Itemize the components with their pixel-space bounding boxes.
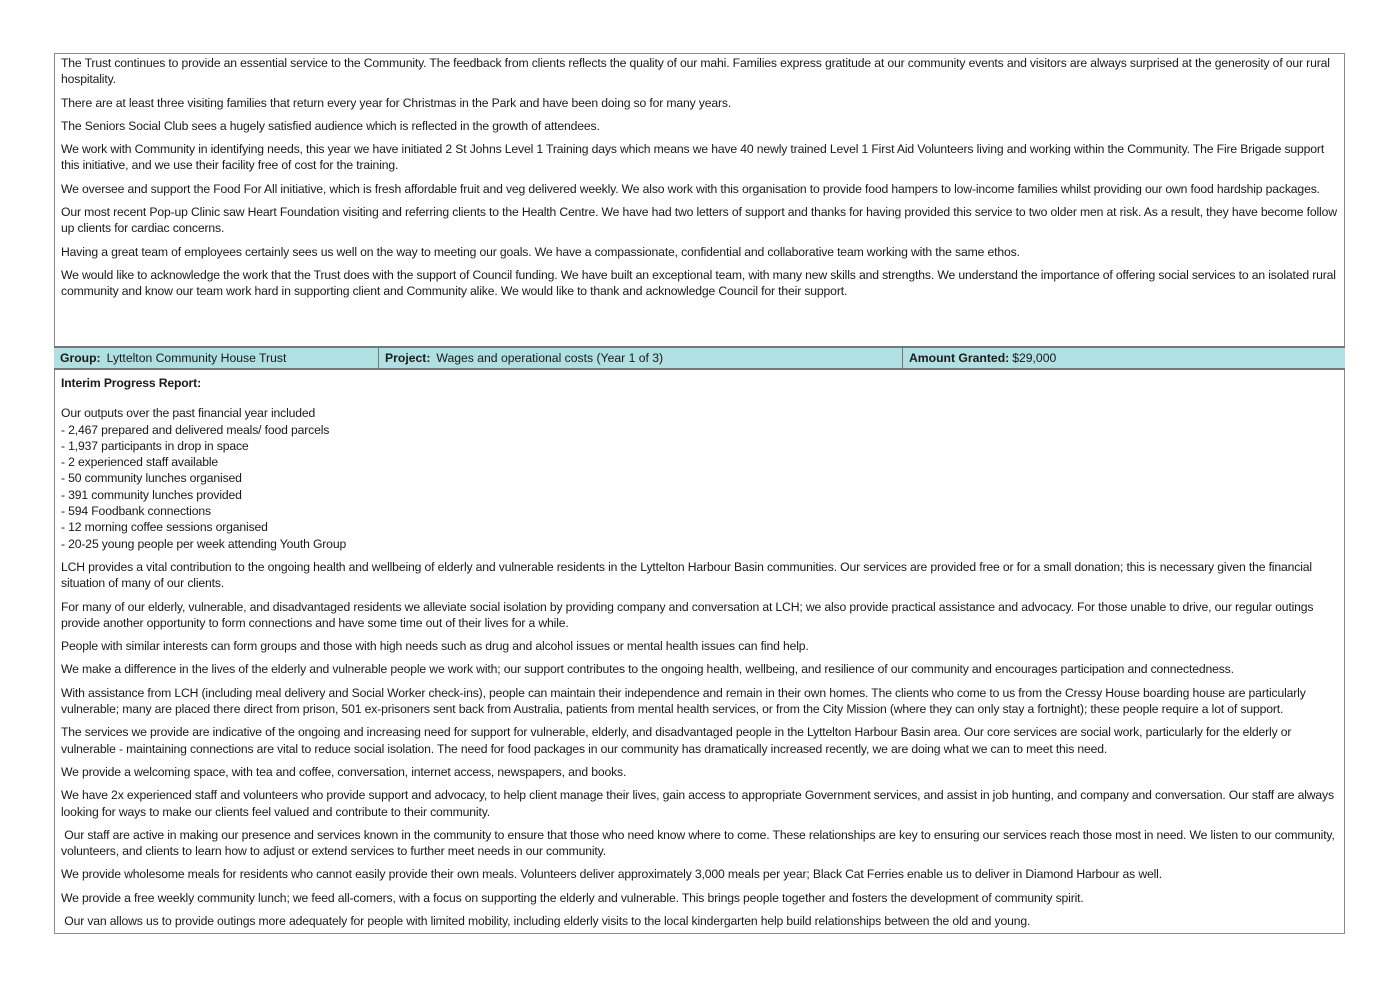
amount-cell <box>903 348 1345 368</box>
paragraph: We work with Community in identifying needs, this year we have initiated 2 St Johns Level 1 Training days which means we have 40 newly trained Level 1 First Aid Volunteers living and working within the Community. The Fire Brigade support this initiative, and we use their facility free of cost for the training. <box>61 142 1325 173</box>
outputs-list <box>61 405 1338 552</box>
paragraph: The services we provide are indicative of the ongoing and increasing need for support for vulnerable, elderly, and disadvantaged people in the Lyttelton Harbour Basin area. Our core services are social work, particularly for the elderly or vulnerable - maintaining connections are vital to reduce social isolation. The need for food packages in our community has dramatically increased recently, we are doing what we can to meet this need. <box>61 725 1292 756</box>
paragraph: People with similar interests can form groups and those with high needs such as drug and alcohol issues or mental health issues can find help. <box>61 639 809 654</box>
paragraph: We provide wholesome meals for residents who cannot easily provide their own meals. Volunteers deliver approximately 3,000 meals per year; Black Cat Ferries enable us to deliver in Diamond Harbour as well. <box>61 867 1162 882</box>
paragraph: The Seniors Social Club sees a hugely satisfied audience which is reflected in the growth of attendees. <box>61 118 600 133</box>
paragraph: There are at least three visiting families that return every year for Christmas in the Park and have been doing so for many years. <box>61 95 732 110</box>
output-item: - 2,467 prepared and delivered meals/ food parcels <box>61 422 330 437</box>
paragraph: The Trust continues to provide an essential service to the Community. The feedback from clients reflects the quality of our mahi. Families express gratitude at our community events and visitors are always surprised at the generosity of our rural hospitality. <box>61 56 1330 87</box>
previous-report-section <box>55 54 1344 346</box>
output-item: - 594 Foodbank connections <box>61 504 211 519</box>
paragraph: LCH provides a vital contribution to the ongoing health and wellbeing of elderly and vulnerable residents in the Lyttelton Harbour Basin communities. Our services are provided free or for a small donation; this is necessary given the financial situation of many of our clients. <box>61 559 1312 591</box>
paragraph: We would like to acknowledge the work that the Trust does with the support of Council funding. We have built an exceptional team, with many new skills and strengths. We understand the importance of offering social services to an isolated rural community and know our team work hard in supporting client and Community alike. We would like to thank and acknowledge Council for their support. <box>61 267 1336 299</box>
grant-header-row <box>54 346 1345 370</box>
output-item: - 391 community lunches provided <box>61 487 242 502</box>
amount-value: $29,000 <box>1012 351 1057 365</box>
paragraph: We provide a welcoming space, with tea and coffee, conversation, internet access, newspapers, and books. <box>61 764 627 779</box>
output-item: - 1,937 participants in drop in space <box>61 438 249 453</box>
paragraph: Our van allows us to provide outings more adequately for people with limited mobility, including elderly visits to the local kindergarten help build relationships between the old and young. <box>61 914 1031 929</box>
paragraph: We oversee and support the Food For All initiative, which is fresh affordable fruit and veg delivered weekly. We also work with this organisation to provide food hampers to low-income families whilst providing our own food hardship packages. <box>61 181 1320 196</box>
paragraph: For many of our elderly, vulnerable, and disadvantaged residents we alleviate social isolation by providing company and conversation at LCH; we also provide practical assistance and advocacy. For those unable to drive, our regular outings provide another opportunity to form connections and have some time out of their lives for a while. <box>61 599 1314 630</box>
paragraph: Our staff are active in making our presence and services known in the community to ensure that those who need know where to come. These relationships are key to ensuring our services reach those most in need. We listen to our community, volunteers, and clients to learn how to adjust or extend services to further meet needs in our community. <box>61 827 1338 859</box>
document-frame <box>54 53 1345 934</box>
project-value: Wages and operational costs (Year 1 of 3) <box>436 351 664 365</box>
output-item: - 50 community lunches organised <box>61 471 242 486</box>
paragraph: Having a great team of employees certainly sees us well on the way to meeting our goals. We have a compassionate, confidential and collaborative team working with the same ethos. <box>61 244 1020 259</box>
paragraph: We have 2x experienced staff and volunteers who provide support and advocacy, to help client manage their lives, gain access to appropriate Government services, and assist in job hunting, and company and conversation. Our staff are always looking for ways to make our clients feel valued and contribute to their community. <box>61 788 1334 819</box>
paragraph: We provide a free weekly community lunch; we feed all-comers, with a focus on supporting the elderly and vulnerable. This brings people together and fosters the development of community spirit. <box>61 890 1084 905</box>
output-item: - 12 morning coffee sessions organised <box>61 520 268 535</box>
paragraph: Our most recent Pop-up Clinic saw Heart Foundation visiting and referring clients to the Health Centre. We have had two letters of support and thanks for having provided this service to two older men at risk. As a result, they have become follow up clients for cardiac concerns. <box>61 205 1337 236</box>
report-title: Interim Progress Report: <box>61 376 201 390</box>
paragraph: With assistance from LCH (including meal delivery and Social Worker check-ins), people can maintain their independence and remain in their own homes. The clients who come to us from the Cressy House boarding house are particularly vulnerable; many are placed there direct from prison, 501 ex-prisoners sent back from Australia, patients from mental health services, or from the City Mission (where they can only stay a fortnight); these people require a lot of support. <box>61 685 1306 717</box>
output-item: - 2 experienced staff available <box>61 455 219 470</box>
interim-report-section <box>55 372 1344 936</box>
group-value: Lyttelton Community House Trust <box>106 351 287 365</box>
output-item: - 20-25 young people per week attending Youth Group <box>61 536 347 551</box>
outputs-intro: Our outputs over the past financial year included <box>61 406 316 421</box>
amount-label: Amount Granted: <box>909 351 1010 365</box>
paragraph: We make a difference in the lives of the elderly and vulnerable people we work with; our support contributes to the ongoing health, wellbeing, and resilience of our community and encourages participation and connectedness. <box>61 662 1234 677</box>
group-cell <box>54 348 379 368</box>
project-cell <box>379 348 903 368</box>
project-label: Project: <box>385 351 431 365</box>
group-label: Group: <box>60 351 101 365</box>
